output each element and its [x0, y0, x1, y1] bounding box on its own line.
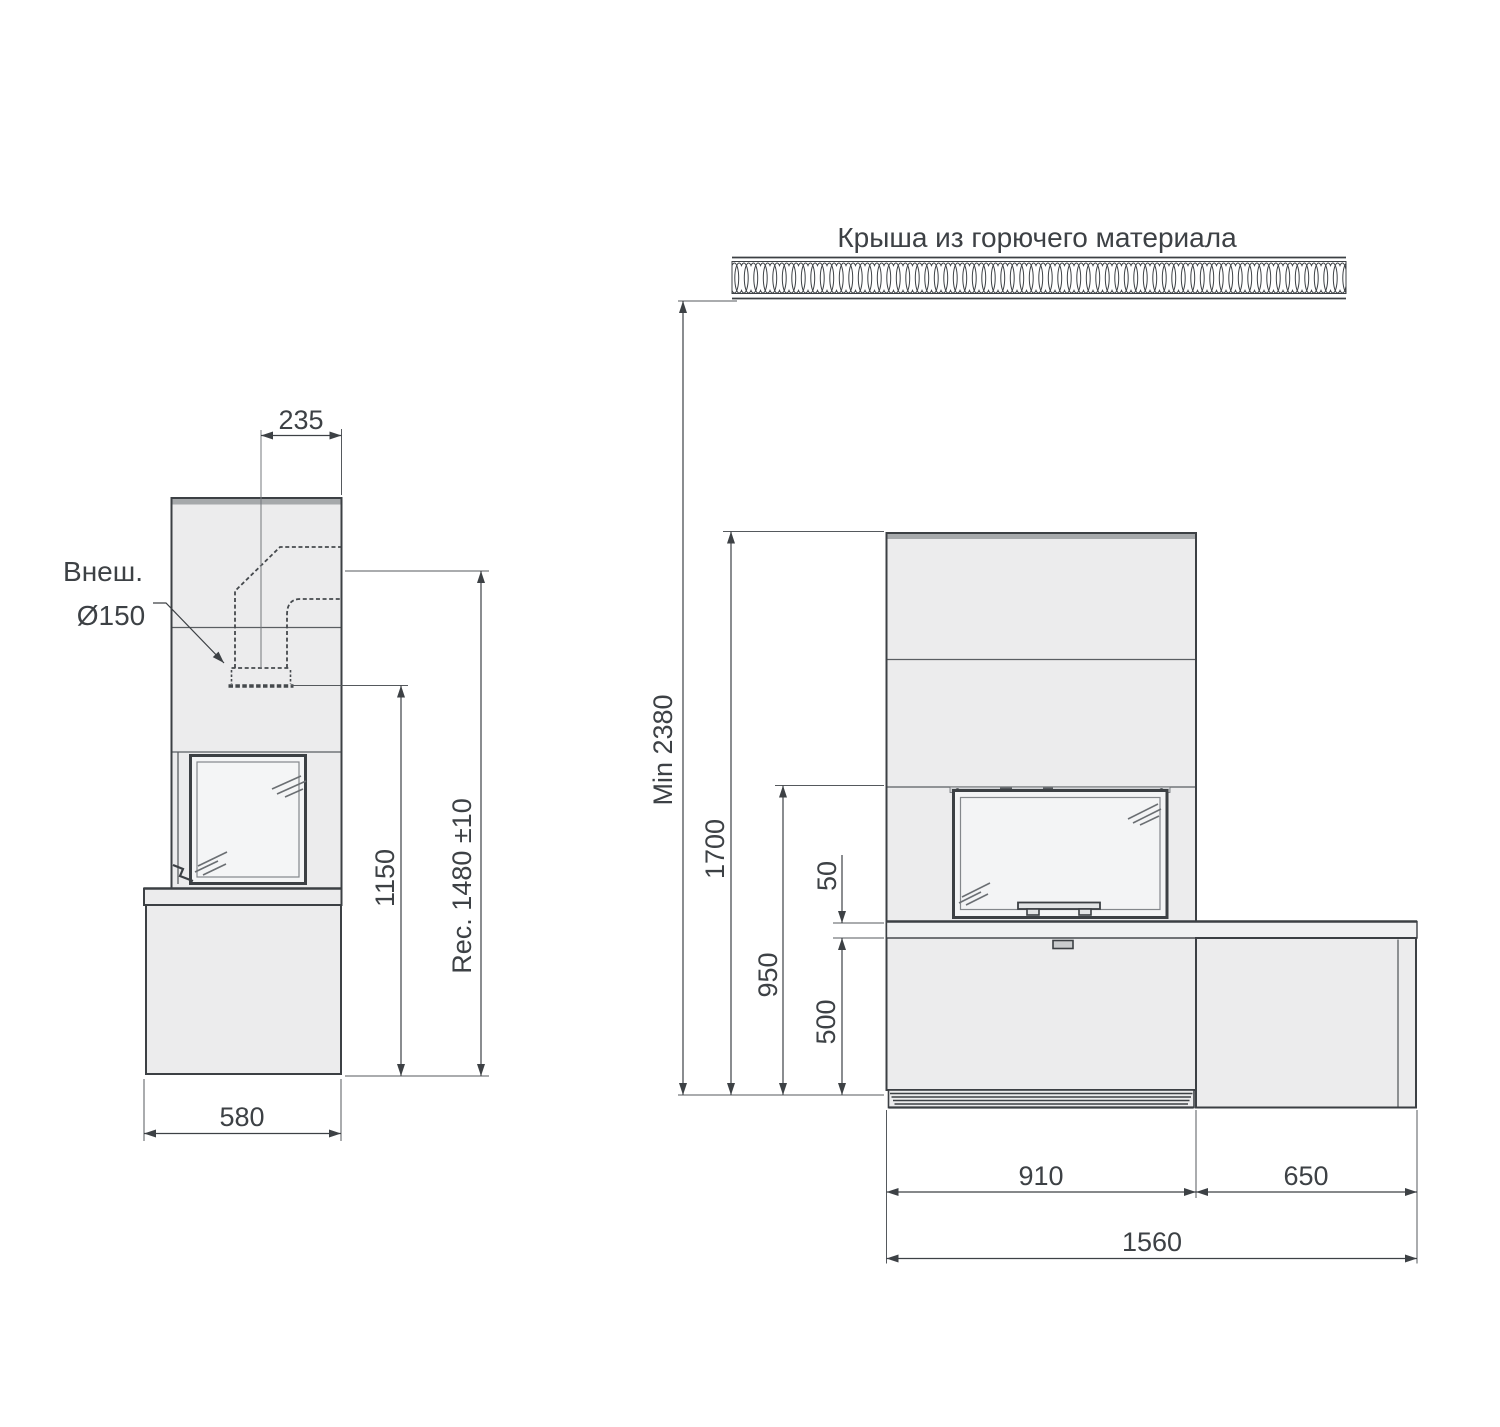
- dim-650-label: 650: [1283, 1161, 1329, 1191]
- roof-label: Крыша из горючего материала: [837, 222, 1237, 253]
- dim-235: [261, 405, 342, 495]
- dim-235-label: 235: [278, 405, 324, 435]
- dim-rec-1480: [345, 571, 489, 1076]
- bench-vent-slot: [1053, 941, 1073, 949]
- dim-650: [1196, 1161, 1417, 1192]
- front-firebox-door: [954, 791, 1168, 918]
- dim-1560-label: 1560: [1121, 1227, 1183, 1257]
- side-bench-top: [144, 889, 342, 906]
- roof-insulation-band: [732, 258, 1346, 299]
- dim-910: [887, 1161, 1197, 1192]
- dim-50-label: 50: [812, 860, 842, 892]
- front-bench-extension: [1196, 938, 1416, 1108]
- dim-1700-label: 1700: [700, 818, 730, 880]
- side-base-body: [146, 905, 341, 1074]
- dim-50: [812, 855, 884, 923]
- side-firebox-door: [191, 756, 306, 884]
- front-chimney-top-cap: [888, 534, 1196, 539]
- front-bench-top: [887, 922, 1418, 939]
- flue-label-line2: Ø150: [76, 600, 146, 631]
- dim-1150-label: 1150: [370, 848, 400, 908]
- dim-rec-1480-label: Rec. 1480 ±10: [447, 798, 477, 974]
- dim-950-label: 950: [753, 952, 783, 998]
- flue-label-line1: Внеш.: [63, 556, 143, 587]
- dim-min-2380: [648, 301, 737, 1095]
- dim-950: [753, 786, 884, 1096]
- dim-580: [144, 1079, 341, 1141]
- front-view: [648, 222, 1417, 1264]
- dim-500: [811, 938, 884, 1095]
- dim-min-2380-label: Min 2380: [648, 694, 678, 806]
- dim-910-label: 910: [1018, 1161, 1064, 1191]
- dim-1700: [700, 532, 884, 1096]
- dim-500-label: 500: [811, 999, 841, 1045]
- dim-580-label: 580: [219, 1102, 265, 1132]
- side-view: [63, 405, 489, 1141]
- front-base-louver: [889, 1090, 1195, 1108]
- side-chimney-top-cap: [173, 499, 341, 505]
- dim-1560: [887, 1227, 1418, 1259]
